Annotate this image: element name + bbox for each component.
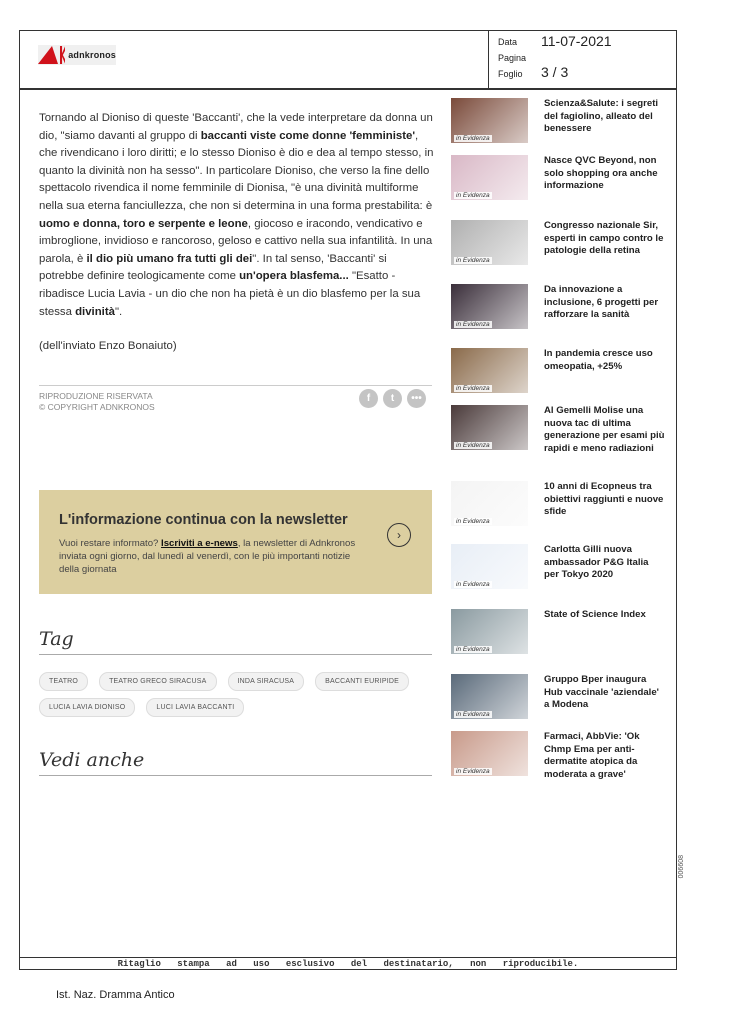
in-evidenza-badge: in Evidenza	[456, 581, 490, 588]
news-thumbnail[interactable]	[451, 220, 528, 265]
in-evidenza-badge: in Evidenza	[456, 192, 490, 199]
newsletter-title: L'informazione continua con la newsletter	[59, 512, 348, 528]
news-thumbnail[interactable]	[451, 481, 528, 526]
news-title[interactable]: Scienza&Salute: i segreti del fagiolino, alleato del benessere	[544, 98, 659, 135]
news-title[interactable]: State of Science Index	[544, 609, 646, 620]
news-thumbnail[interactable]	[451, 155, 528, 200]
document-code: 006608	[678, 855, 685, 879]
article-emphasis: divinità	[75, 305, 115, 318]
tag-list	[39, 672, 434, 717]
newsletter-subscribe-link[interactable]: Iscriviti a e-news	[161, 538, 238, 549]
news-title[interactable]: Da innovazione a inclusione, 6 progetti per rafforzare la sanità	[544, 284, 659, 321]
newsletter-box	[39, 490, 432, 594]
in-evidenza-badge: in Evidenza	[456, 646, 490, 653]
newsletter-text-after: , la newsletter di Adnkronos inviata ogni giorno, dal lunedì al venerdì, con le più importanti notizie della giornata	[59, 538, 356, 575]
header-logo-box	[19, 30, 489, 89]
chevron-right-icon[interactable]: ›	[387, 523, 411, 547]
in-evidenza-badge: in Evidenza	[456, 321, 490, 328]
news-thumbnail[interactable]	[451, 609, 528, 654]
related-section-title: Vedi anche	[39, 749, 432, 776]
article-text: , che rivendicano i loro diritti; e lo stesso Dioniso è dio e dea al tempo stesso, in quanto la divinità non ha sesso". In particolare Dioniso, che verso la fine dello spettacolo rivendica il nome femminile di Dionisa, "è una divinità multiforme nella sua eterna fanciullezza, che non si determina in una forma prestabilita: è	[39, 129, 434, 212]
news-thumbnail[interactable]	[451, 348, 528, 393]
in-evidenza-badge: in Evidenza	[456, 385, 490, 392]
article-text: , giocoso e iracondo, vendicativo e imbroglione, invidioso e rancoroso, geloso e cattivo nella sua infantilità. In una parola, è	[39, 217, 433, 265]
news-thumbnail[interactable]	[451, 284, 528, 329]
article-byline: (dell'inviato Enzo Bonaiuto)	[39, 340, 177, 353]
tag-section-title: Tag	[39, 628, 432, 655]
in-evidenza-badge: in Evidenza	[456, 135, 490, 142]
news-title[interactable]: In pandemia cresce uso omeopatia, +25%	[544, 348, 653, 372]
page-label: Pagina	[498, 53, 527, 63]
article-text: Tornando al Dioniso di queste 'Baccanti', che la vede interpretare da donna un dio, "siamo davanti al gruppo di	[39, 112, 433, 142]
tag-chip[interactable]: LUCIA LAVIA DIONISO	[39, 698, 135, 717]
article-emphasis: un'opera blasfema...	[239, 270, 349, 283]
tag-chip[interactable]: TEATRO	[39, 672, 88, 691]
news-title[interactable]: Nasce QVC Beyond, non solo shopping ora anche informazione	[544, 155, 658, 192]
tag-chip[interactable]: BACCANTI EURIPIDE	[315, 672, 409, 691]
news-title[interactable]: Gruppo Bper inaugura Hub vaccinale 'aziendale' a Modena	[544, 674, 659, 711]
tag-chip[interactable]: TEATRO GRECO SIRACUSA	[99, 672, 216, 691]
adnkronos-logo[interactable]	[38, 45, 116, 65]
logo-k-icon	[60, 46, 65, 64]
in-evidenza-badge: in Evidenza	[456, 257, 490, 264]
in-evidenza-badge: in Evidenza	[456, 711, 490, 718]
article-emphasis: il dio più umano fra tutti gli dei	[86, 252, 253, 265]
article-text: ". In tal senso, 'Baccanti' si potrebbe definire teologicamente come	[39, 252, 387, 283]
news-title[interactable]: 10 anni di Ecopneus tra obiettivi raggiunti e nuove sfide	[544, 481, 664, 518]
news-title[interactable]: Al Gemelli Molise una nuova tac di ultima generazione per esami più rapidi e meno radiazioni	[544, 405, 665, 454]
rights-line: RIPRODUZIONE RISERVATA	[39, 391, 153, 401]
in-evidenza-badge: in Evidenza	[456, 518, 490, 525]
sheet-label: Foglio	[498, 69, 523, 79]
social-share	[359, 389, 426, 408]
newsletter-text	[59, 537, 359, 576]
logo-text: adnkronos	[68, 50, 116, 60]
article-paragraph	[39, 110, 434, 321]
header-divider	[19, 89, 677, 90]
copyright-line: © COPYRIGHT ADNKRONOS	[39, 402, 155, 412]
news-thumbnail[interactable]	[451, 674, 528, 719]
article-text: "Esatto - ribadisce Lucia Lavia - un dio che non ha pietà è un dio blasfemo per la sua stessa	[39, 270, 421, 318]
news-thumbnail[interactable]	[451, 405, 528, 450]
in-evidenza-badge: in Evidenza	[456, 442, 490, 449]
more-icon[interactable]: •••	[407, 389, 426, 408]
logo-a-icon	[38, 46, 58, 64]
article-emphasis: uomo e donna, toro e serpente e leone	[39, 217, 248, 230]
article-body	[39, 110, 434, 373]
news-thumbnail[interactable]	[451, 544, 528, 589]
news-title[interactable]: Congresso nazionale Sir, esperti in campo contro le patologie della retina	[544, 220, 664, 257]
header-info-box	[489, 30, 677, 89]
clipping-notice: Ritaglio stampa ad uso esclusivo del destinatario, non riproducibile.	[19, 957, 677, 971]
in-evidenza-badge: in Evidenza	[456, 768, 490, 775]
news-thumbnail[interactable]	[451, 98, 528, 143]
facebook-icon[interactable]: f	[359, 389, 378, 408]
sheet-value: 3 / 3	[541, 64, 569, 80]
news-title[interactable]: Farmaci, AbbVie: 'Ok Chmp Ema per anti-dermatite atopica da moderata a grave'	[544, 731, 640, 780]
tag-chip[interactable]: INDA SIRACUSA	[228, 672, 305, 691]
date-value: 11-07-2021	[541, 33, 612, 49]
twitter-icon[interactable]: t	[383, 389, 402, 408]
date-label: Data	[498, 37, 518, 47]
source-label: Ist. Naz. Dramma Antico	[56, 989, 175, 1001]
article-text: ".	[114, 305, 123, 318]
article-emphasis: baccanti viste come donne 'femministe'	[200, 129, 416, 142]
news-title[interactable]: Carlotta Gilli nuova ambassador P&G Italia per Tokyo 2020	[544, 544, 649, 581]
newsletter-text-before: Vuoi restare informato?	[59, 538, 162, 549]
tag-chip[interactable]: LUCI LAVIA BACCANTI	[146, 698, 244, 717]
news-thumbnail[interactable]	[451, 731, 528, 776]
